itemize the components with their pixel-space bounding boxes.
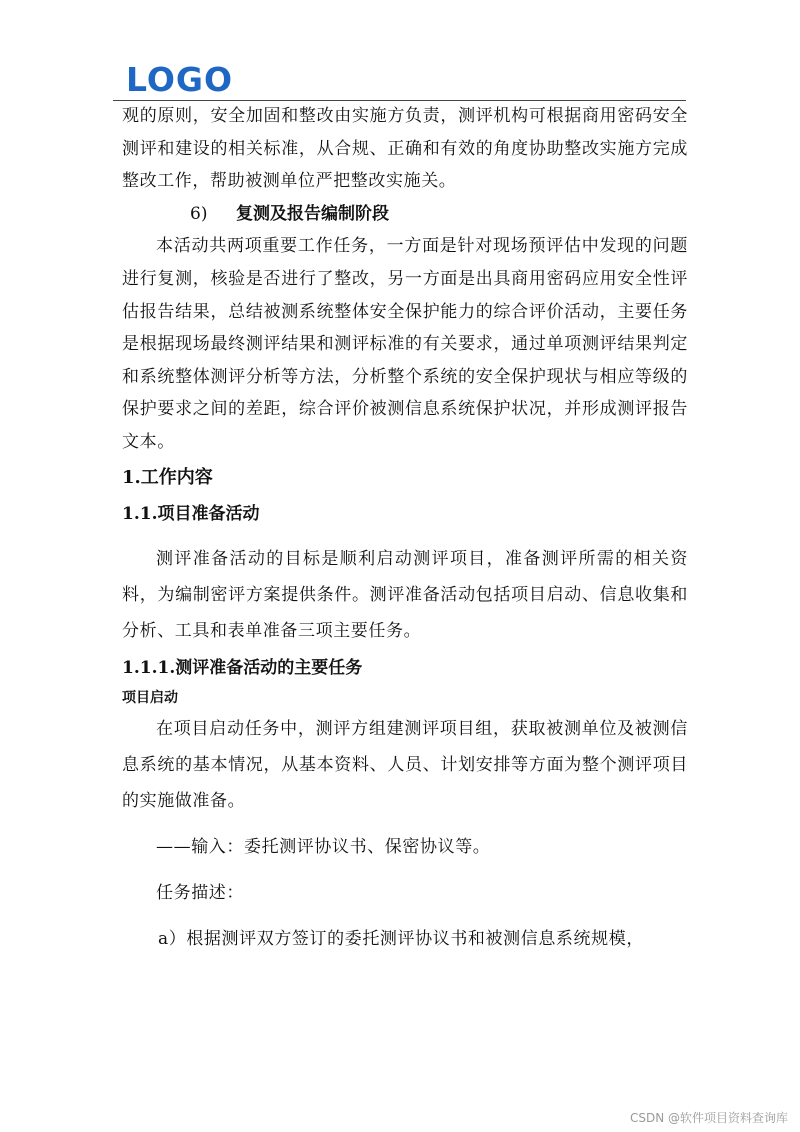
paragraph-project-start: 在项目启动任务中，测评方组建测评项目组，获取被测单位及被测信息系统的基本情况，从基本资料、人员、计划安排等方面为整个测评项目的实施做准备。 xyxy=(122,718,688,811)
logo: LOGO xyxy=(126,60,234,99)
step-6-number: 6) xyxy=(190,203,208,224)
paragraph-prep-goal: 测评准备活动的目标是顺利启动测评项目，准备测评所需的相关资料，为编制密评方案提供条件。测评准备活动包括项目启动、信息收集和分析、工具和表单准备三项主要任务。 xyxy=(122,548,688,641)
document-body xyxy=(122,100,688,957)
watermark: CSDN @软件项目资料查询库 xyxy=(629,1111,788,1125)
step-6-title: 复测及报告编制阶段 xyxy=(236,203,389,224)
heading-project-start: 项目启动 xyxy=(122,689,178,706)
heading-prep-tasks: 1.1.1.测评准备活动的主要任务 xyxy=(122,657,363,678)
heading-project-prep: 1.1.项目准备活动 xyxy=(122,503,260,524)
paragraph-task-desc: 任务描述： xyxy=(156,882,244,903)
paragraph-retest: 本活动共两项重要工作任务，一方面是针对现场预评估中发现的问题进行复测，核验是否进行了整改，另一方面是出具商用密码应用安全性评估报告结果，总结被测系统整体安全保护能力的综合评价活动，主要任务是根据现场最终测评结果和测评标准的有关要求，通过单项测评结果判定和系统整体测评分析等方法，分析整个系统的安全保护现状与相应等级的保护要求之间的差距，综合评价被测信息系统保护状况，并形成测评报告文本。 xyxy=(122,236,688,452)
step-6-heading xyxy=(122,198,688,231)
heading-work-content: 1.工作内容 xyxy=(122,466,213,488)
paragraph-continuation: 观的原则，安全加固和整改由实施方负责，测评机构可根据商用密码安全测评和建设的相关标准，从合规、正确和有效的角度协助整改实施方完成整改工作，帮助被测单位严把整改实施关。 xyxy=(122,106,688,192)
paragraph-input: ——输入：委托测评协议书、保密协议等。 xyxy=(156,836,491,857)
list-item-a: a）根据测评双方签订的委托测评协议书和被测信息系统规模， xyxy=(158,928,644,949)
